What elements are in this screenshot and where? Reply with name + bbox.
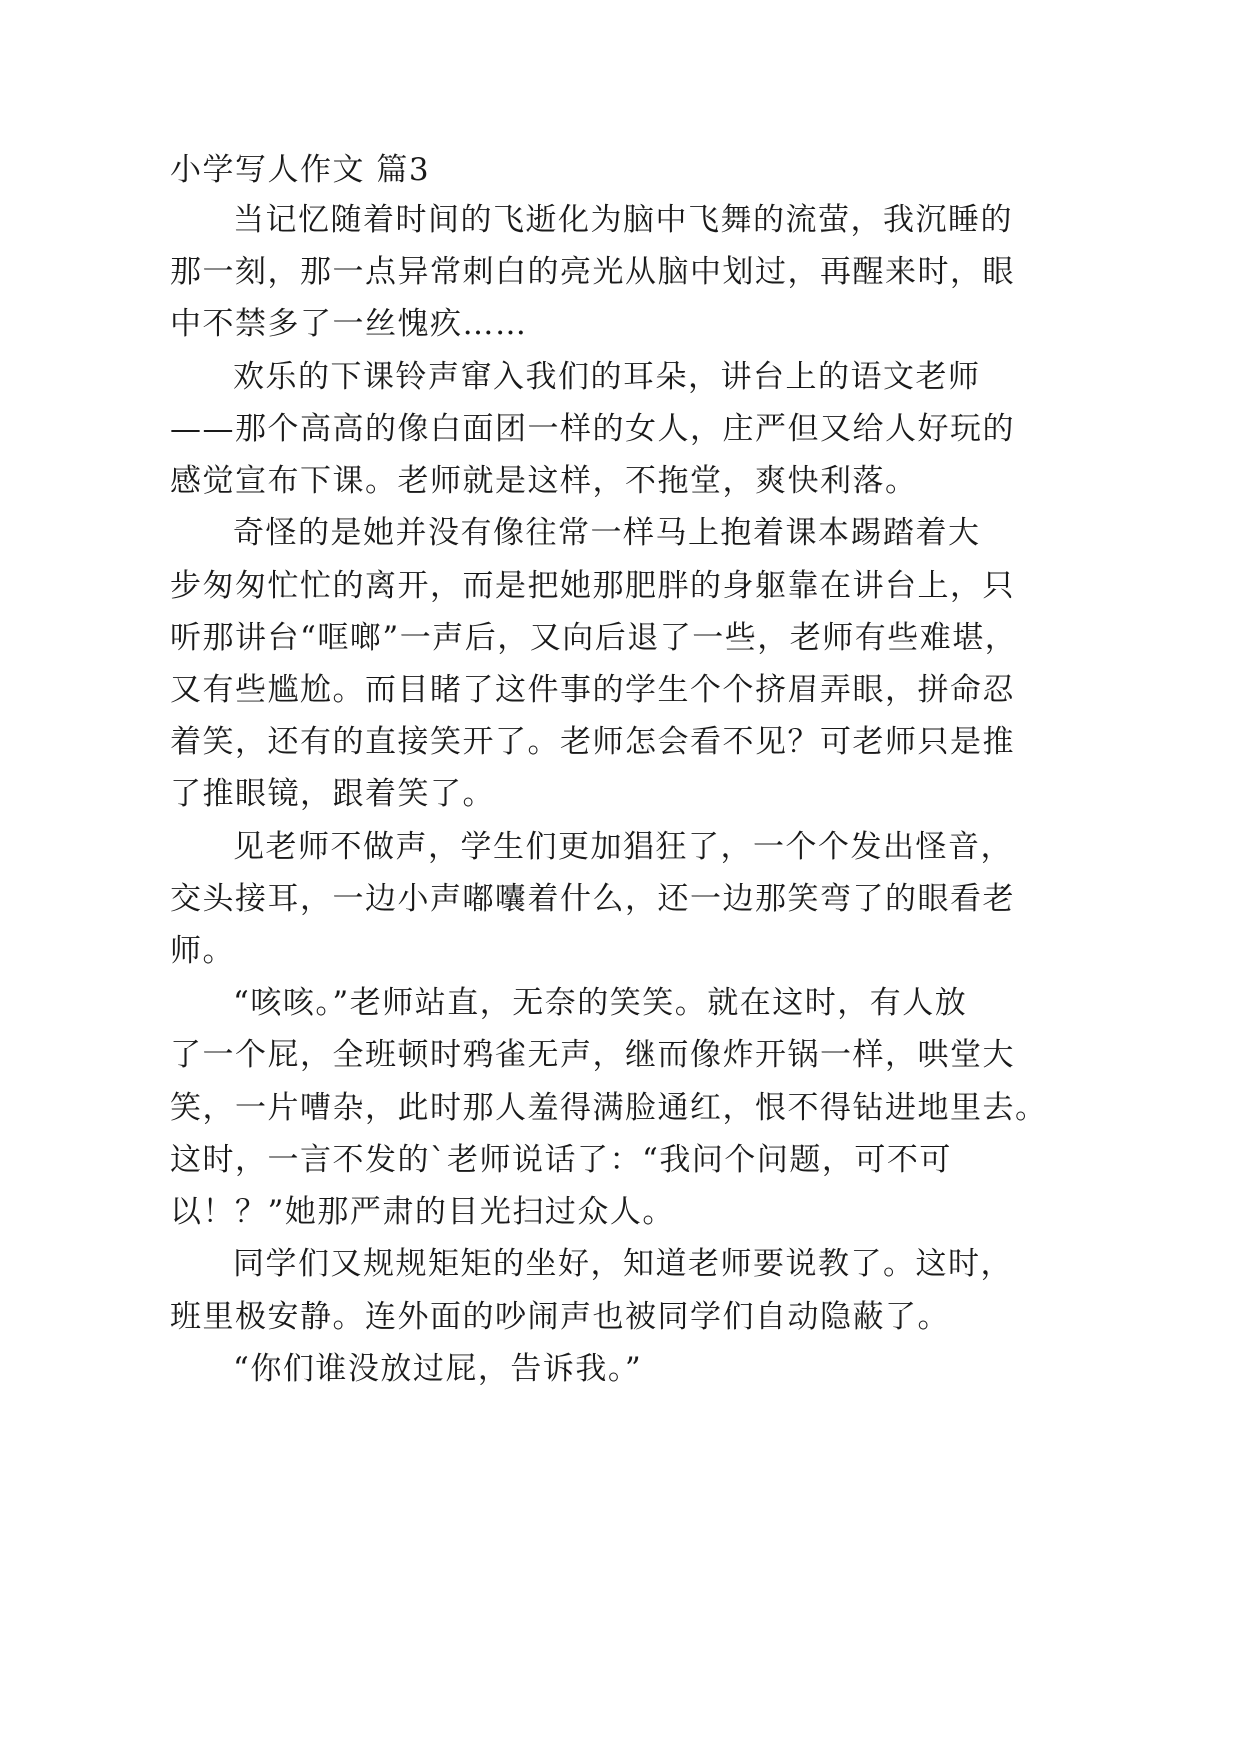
text-line: 同学们又规规矩矩的坐好，知道老师要说教了。这时， [233, 1246, 1013, 1282]
text-line: 感觉宣布下课。老师就是这样，不拖堂，爽快利落。 [170, 463, 918, 499]
text-line: “咳咳。”老师站直，无奈的笑笑。就在这时，有人放 [233, 985, 968, 1021]
text-line: 师。 [170, 933, 235, 969]
text-line: 步匆匆忙忙的离开，而是把她那肥胖的身躯靠在讲台上，只 [170, 568, 1015, 604]
text-line: 见老师不做声，学生们更加猖狂了，一个个发出怪音， [233, 829, 1013, 865]
text-line: “你们谁没放过屁，告诉我。” [233, 1351, 643, 1387]
text-line: 听那讲台“哐啷”一声后，又向后退了一些，老师有些难堪， [170, 620, 1018, 656]
text-line: 以！？”她那严肃的目光扫过众人。 [170, 1194, 675, 1230]
text-line: 中不禁多了一丝愧疚…… [170, 306, 528, 342]
text-line: 班里极安静。连外面的吵闹声也被同学们自动隐蔽了。 [170, 1299, 950, 1335]
text-line: 当记忆随着时间的飞逝化为脑中飞舞的流萤，我沉睡的 [233, 202, 1013, 238]
text-line: 又有些尴尬。而目睹了这件事的学生个个挤眉弄眼，拼命忍 [170, 672, 1015, 708]
text-line: 那一刻，那一点异常刺白的亮光从脑中划过，再醒来时，眼 [170, 254, 1015, 290]
text-line: 奇怪的是她并没有像往常一样马上抱着课本踢踏着大 [233, 515, 981, 551]
text-line: 交头接耳，一边小声嘟囔着什么，还一边那笑弯了的眼看老 [170, 881, 1015, 917]
text-line: 了推眼镜，跟着笑了。 [170, 776, 495, 812]
text-line: 这时，一言不发的`老师说话了：“我问个问题，可不可 [170, 1142, 952, 1178]
text-line: 了一个屁，全班顿时鸦雀无声，继而像炸开锅一样，哄堂大 [170, 1037, 1015, 1073]
text-line: ——那个高高的像白面团一样的女人，庄严但又给人好玩的 [170, 411, 1015, 447]
text-line: 欢乐的下课铃声窜入我们的耳朵，讲台上的语文老师 [233, 359, 981, 395]
text-line: 笑，一片嘈杂，此时那人羞得满脸通红，恨不得钻进地里去。 [170, 1090, 1048, 1126]
document-title: 小学写人作文 篇3 [170, 152, 431, 188]
text-line: 着笑，还有的直接笑开了。老师怎会看不见？可老师只是推 [170, 724, 1015, 760]
